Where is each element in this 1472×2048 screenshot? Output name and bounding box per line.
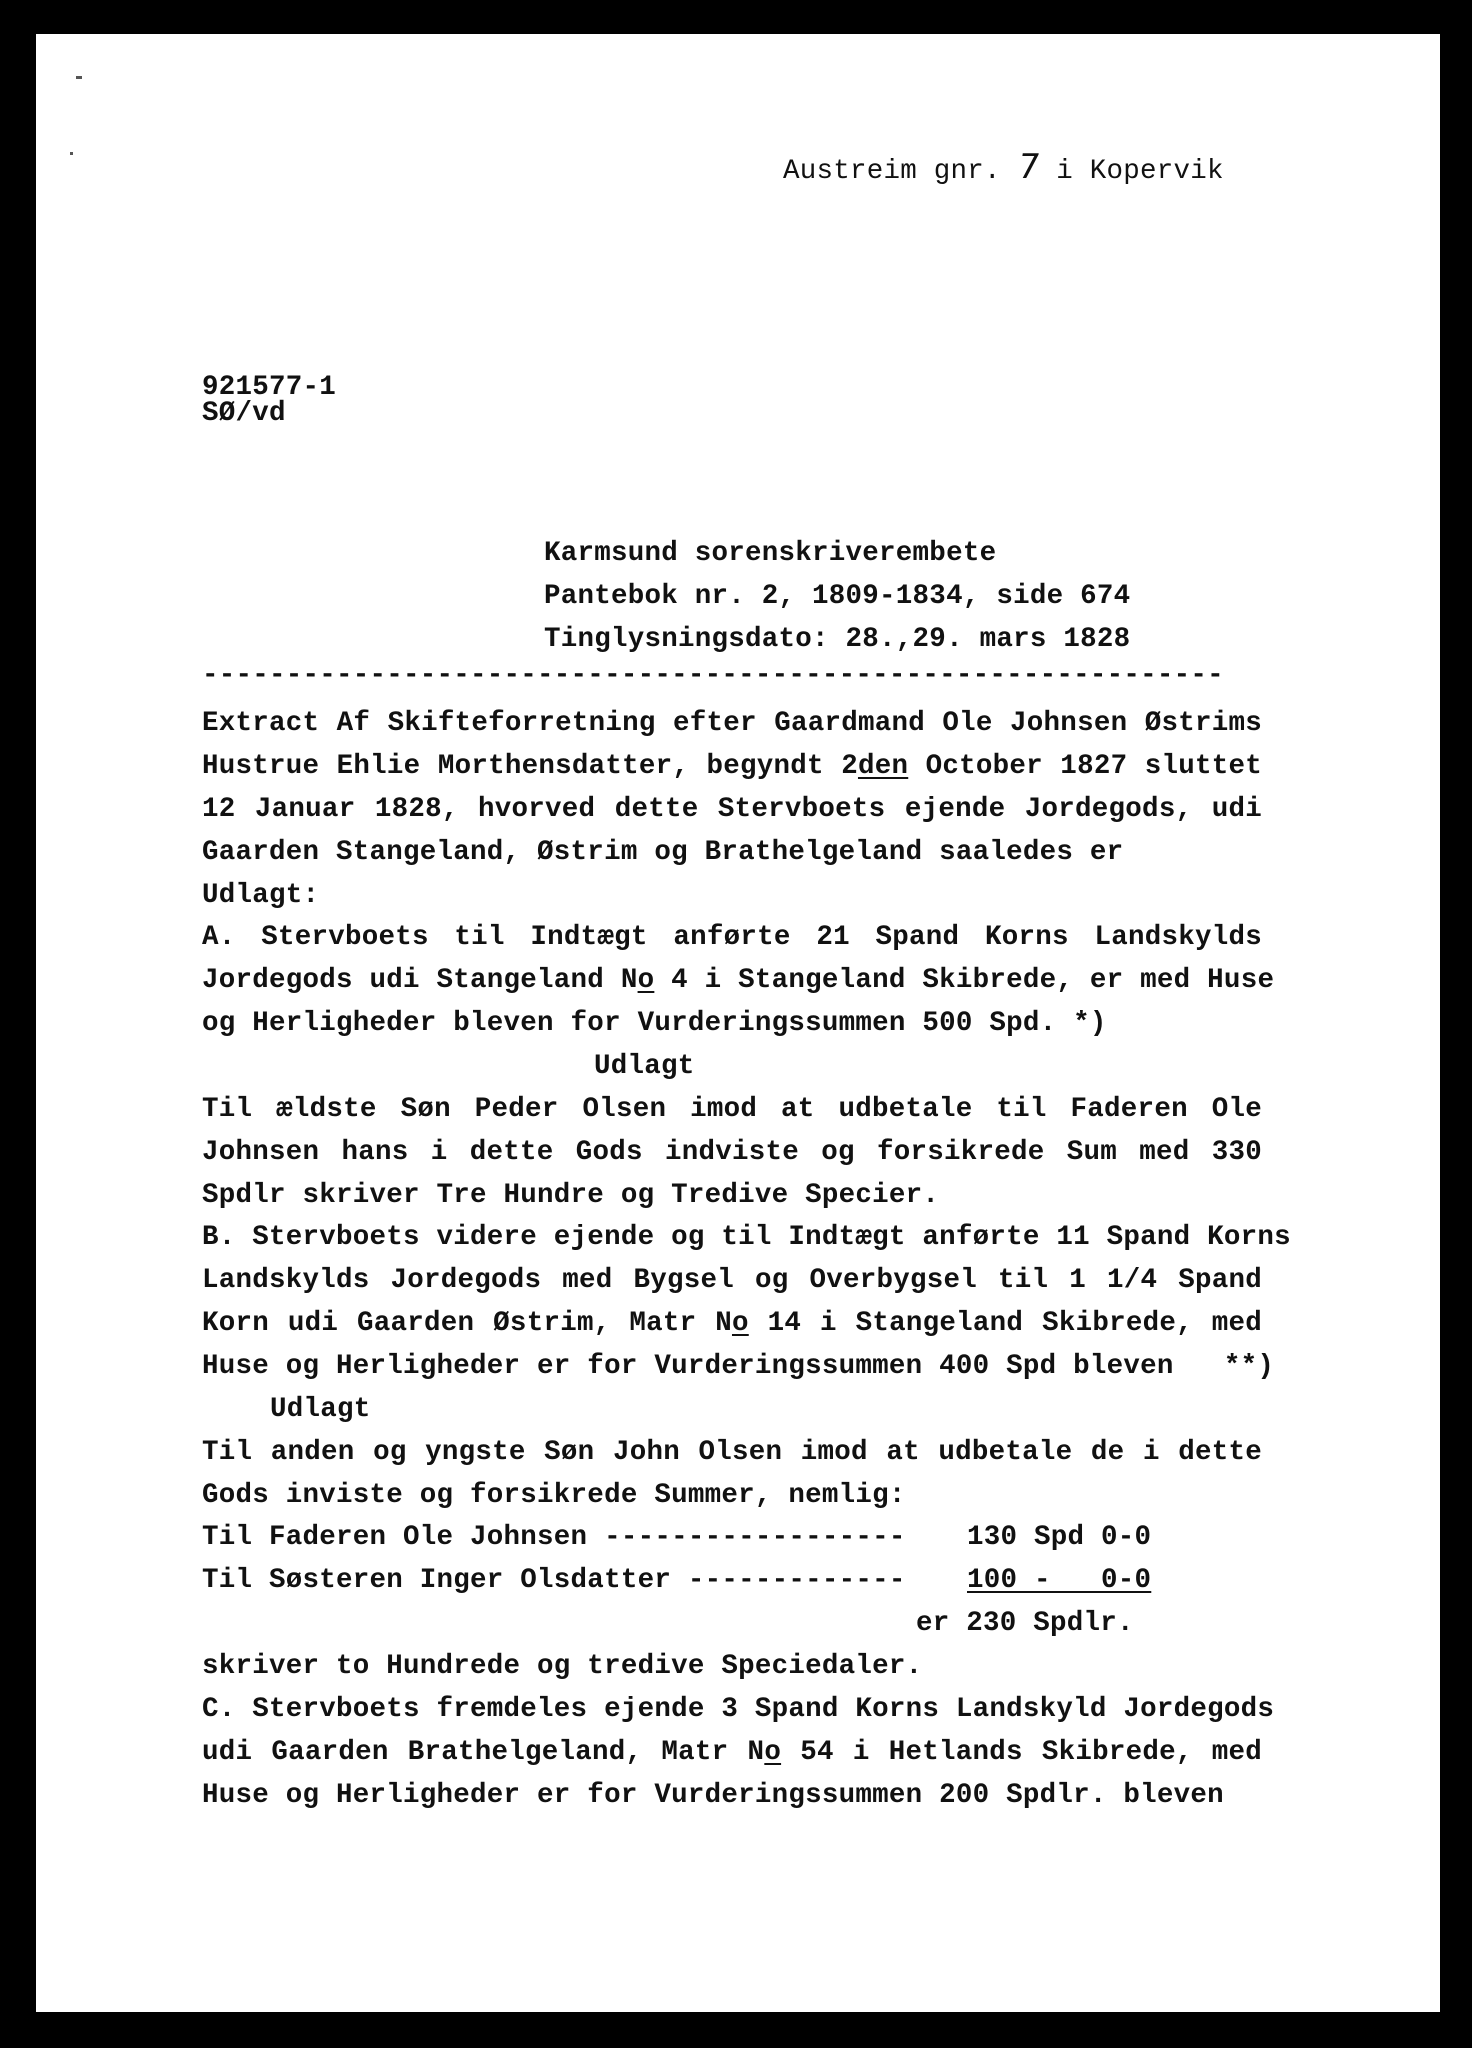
payment-amount: 100 - 0-0 <box>967 1565 1152 1596</box>
document-page <box>36 34 1440 2012</box>
text-span: October 1827 sluttet <box>908 751 1262 782</box>
text-line: Huse og Herligheder er for Vurderingssummen 200 Spdlr. bleven <box>202 1780 1224 1811</box>
reference-prefix: Austreim gnr. <box>783 156 1018 187</box>
text-line: Gaarden Stangeland, Østrim og Brathelgeland saaledes er <box>202 837 1124 868</box>
udlagt-heading: Udlagt <box>270 1394 371 1425</box>
text-span: 14 i Stangeland Skibrede, med <box>748 1308 1262 1339</box>
text-line: Til anden og yngste Søn John Olsen imod at udbetale de i dette <box>202 1437 1262 1468</box>
udlagt-heading: Udlagt <box>594 1051 695 1082</box>
underlined-text: o <box>764 1737 782 1768</box>
text-line: 12 Januar 1828, hvorved dette Stervboets ejende Jordegods, udi <box>202 794 1262 825</box>
handwritten-number: 7 <box>1014 147 1043 187</box>
payment-label: Til Søsteren Inger Olsdatter ------------- <box>202 1565 906 1596</box>
scan-mark <box>76 76 82 79</box>
text-line: Til ældste Søn Peder Olsen imod at udbetale til Faderen Ole <box>202 1094 1262 1125</box>
text-line: C. Stervboets fremdeles ejende 3 Spand Korns Landskyld Jordegods <box>202 1694 1275 1725</box>
underlined-text: o <box>637 965 655 996</box>
text-line: Extract Af Skifteforretning efter Gaardmand Ole Johnsen Østrims <box>202 708 1262 739</box>
underlined-text: o <box>731 1308 749 1339</box>
text-line: Gods inviste og forsikrede Summer, nemlig: <box>202 1480 906 1511</box>
text-span: 54 i Hetlands Skibrede, med <box>781 1737 1262 1768</box>
page-reference <box>716 116 1224 218</box>
text-line: Landskylds Jordegods med Bygsel og Overbygsel til 1 1/4 Spand <box>202 1265 1262 1296</box>
text-line <box>202 965 1275 996</box>
text-line <box>202 1308 1262 1339</box>
case-number: 921577-1 <box>202 372 337 403</box>
underlined-text: den <box>857 751 909 782</box>
payment-amount: 130 Spd 0-0 <box>967 1522 1152 1553</box>
text-line: og Herligheder bleven for Vurderingssummen 500 Spd. *) <box>202 1008 1107 1039</box>
payment-label: Til Faderen Ole Johnsen ------------------ <box>202 1522 906 1553</box>
payment-total: er 230 Spdlr. <box>916 1608 1134 1639</box>
text-line: B. Stervboets videre ejende og til Indtægt anførte 11 Spand Korns <box>202 1222 1291 1253</box>
source-office: Karmsund sorenskriverembete <box>544 538 997 569</box>
text-span: Korn udi Gaarden Østrim, Matr N <box>202 1308 732 1339</box>
source-book: Pantebok nr. 2, 1809-1834, side 674 <box>544 581 1131 612</box>
text-span: udi Gaarden Brathelgeland, Matr N <box>202 1737 765 1768</box>
text-line: Huse og Herligheder er for Vurderingssummen 400 Spd bleven **) <box>202 1351 1275 1382</box>
source-date: Tinglysningsdato: 28.,29. mars 1828 <box>544 624 1131 655</box>
scan-mark <box>70 152 73 155</box>
text-line: Johnsen hans i dette Gods indviste og forsikrede Sum med 330 <box>202 1137 1262 1168</box>
text-line <box>202 1737 1262 1768</box>
text-line: A. Stervboets til Indtægt anførte 21 Spand Korns Landskylds <box>202 922 1262 953</box>
text-line <box>202 751 1262 782</box>
text-line: skriver to Hundrede og tredive Speciedaler. <box>202 1651 923 1682</box>
separator-line: ------------------------------------------------------------- <box>202 660 1224 691</box>
text-line: Udlagt: <box>202 880 320 911</box>
text-span: Jordegods udi Stangeland N <box>202 965 638 996</box>
reference-suffix: i Kopervik <box>1039 156 1224 187</box>
text-span: Hustrue Ehlie Morthensdatter, begyndt 2 <box>202 751 858 782</box>
case-initials: SØ/vd <box>202 398 286 429</box>
text-line: Spdlr skriver Tre Hundre og Tredive Specier. <box>202 1180 940 1211</box>
text-span: 4 i Stangeland Skibrede, er med Huse <box>654 965 1275 996</box>
